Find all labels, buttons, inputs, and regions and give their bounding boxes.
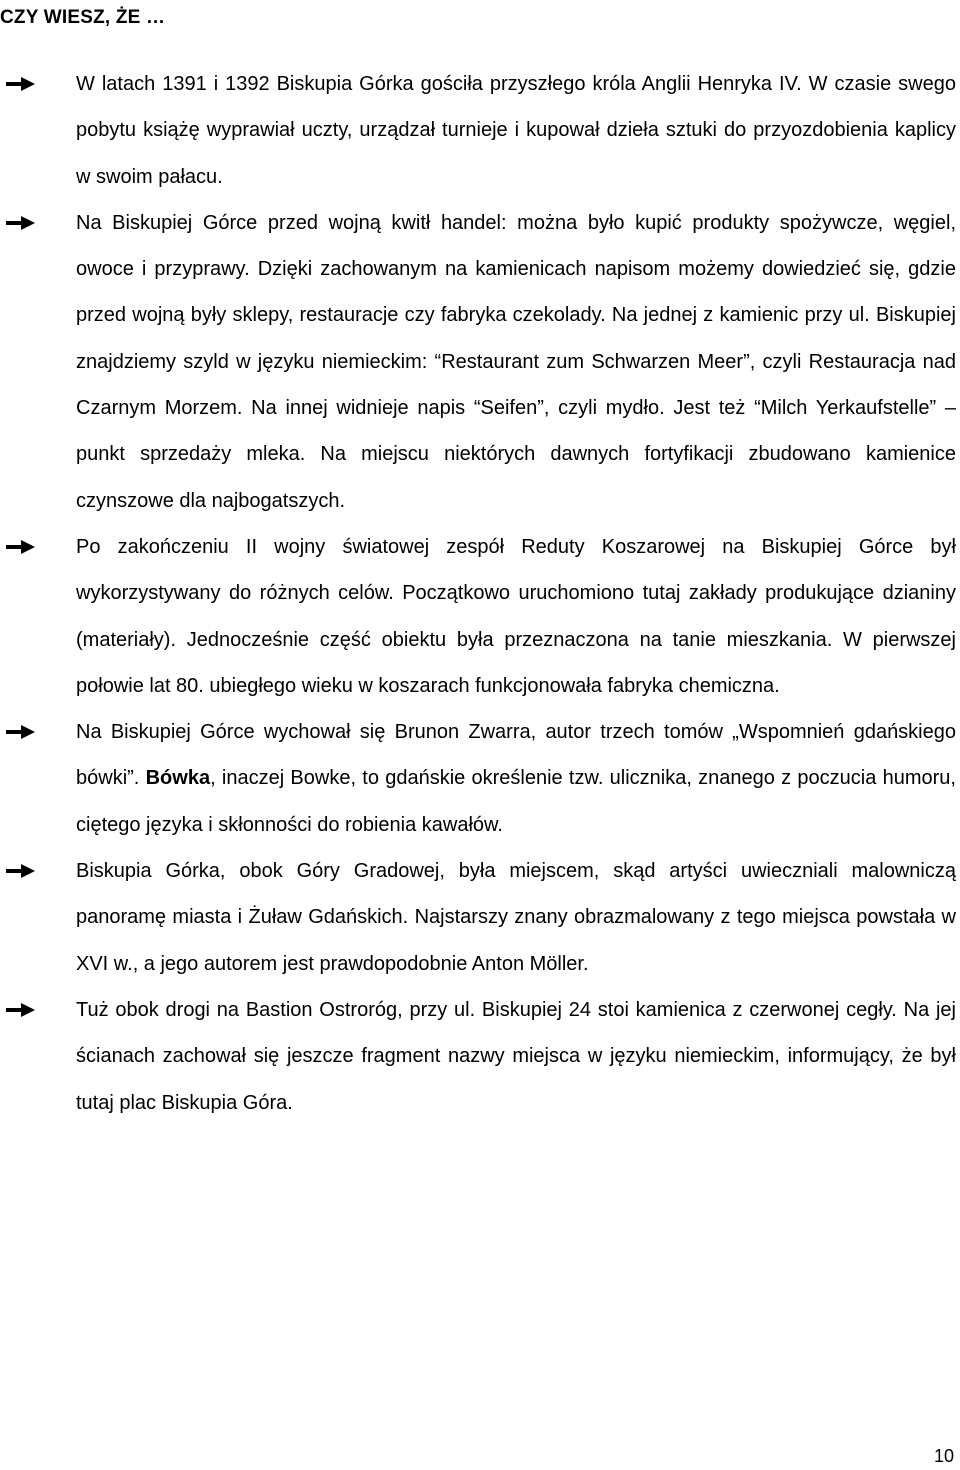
list-item bbox=[0, 709, 956, 848]
list-item bbox=[0, 524, 956, 709]
right-arrow-icon bbox=[6, 539, 36, 555]
fact-text-before: Na Biskupiej Górce wychował się Brunon Zwarra, autor trzech tomów „Wspomnień gdańskiego bówki”. bbox=[76, 721, 956, 790]
right-arrow-icon bbox=[6, 1002, 36, 1018]
list-item bbox=[0, 848, 956, 987]
fact-text: Biskupia Górka, obok Góry Gradowej, była miejscem, skąd artyści uwieczniali malowniczą panoramę miasta i Żuław Gdańskich. Najstarszy znany obrazmalowany z tego miejsca powstała w XVI w., a jego autorem jest prawdopodobnie Anton Möller. bbox=[76, 860, 956, 975]
fact-text bbox=[76, 709, 956, 848]
page-heading: CZY WIESZ, ŻE … bbox=[0, 7, 166, 28]
list-item bbox=[0, 61, 956, 200]
fact-text: Na Biskupiej Górce przed wojną kwitł handel: można było kupić produkty spożywcze, węgiel, owoce i przyprawy. Dzięki zachowanym na kamienicach napisom możemy dowiedzieć się, gdzie przed wojną były sklepy, restauracje czy fabryka czekolady. Na jednej z kamienic przy ul. Biskupiej znajdziemy szyld w języku niemieckim: “Restaurant zum Schwarzen Meer”, czyli Restauracja nad Czarnym Morzem. Na innej widnieje napis “Seifen”, czyli mydło. Jest też “Milch Yerkaufstelle” – punkt sprzedaży mleka. Na miejscu niektórych dawnych fortyfikacji zbudowano kamienice czynszowe dla najbogatszych. bbox=[76, 211, 956, 512]
right-arrow-icon bbox=[6, 215, 36, 231]
bold-term: Bówka bbox=[145, 767, 211, 790]
fact-list bbox=[0, 61, 960, 1126]
fact-text: Tuż obok drogi na Bastion Ostroróg, przy ul. Biskupiej 24 stoi kamienica z czerwonej cegły. Na jej ścianach zachował się jeszcze fragment nazwy miejsca w języku niemieckim, informujący, że był tutaj plac Biskupia Góra. bbox=[76, 998, 956, 1114]
right-arrow-icon bbox=[6, 863, 36, 879]
page-number: 10 bbox=[933, 1446, 954, 1466]
list-item bbox=[0, 987, 956, 1126]
fact-text-after: , inaczej Bowke, to gdańskie określenie tzw. ulicznika, znanego z poczucia humoru, ciętego języka i skłonności do robienia kawałów. bbox=[76, 767, 956, 836]
fact-text: Po zakończeniu II wojny światowej zespół Reduty Koszarowej na Biskupiej Górce był wykorzystywany do różnych celów. Początkowo uruchomiono tutaj zakłady produkujące dzianiny (materiały). Jednocześnie część obiektu była przeznaczona na tanie mieszkania. W pierwszej połowie lat 80. ubiegłego wieku w koszarach funkcjonowała fabryka chemiczna. bbox=[76, 535, 956, 697]
right-arrow-icon bbox=[6, 76, 36, 92]
list-item bbox=[0, 200, 956, 524]
fact-text: W latach 1391 i 1392 Biskupia Górka gościła przyszłego króla Anglii Henryka IV. W czasie swego pobytu książę wyprawiał uczty, urządzał turnieje i kupował dzieła sztuki do przyozdobienia kaplicy w swoim pałacu. bbox=[76, 73, 956, 188]
right-arrow-icon bbox=[6, 724, 36, 740]
